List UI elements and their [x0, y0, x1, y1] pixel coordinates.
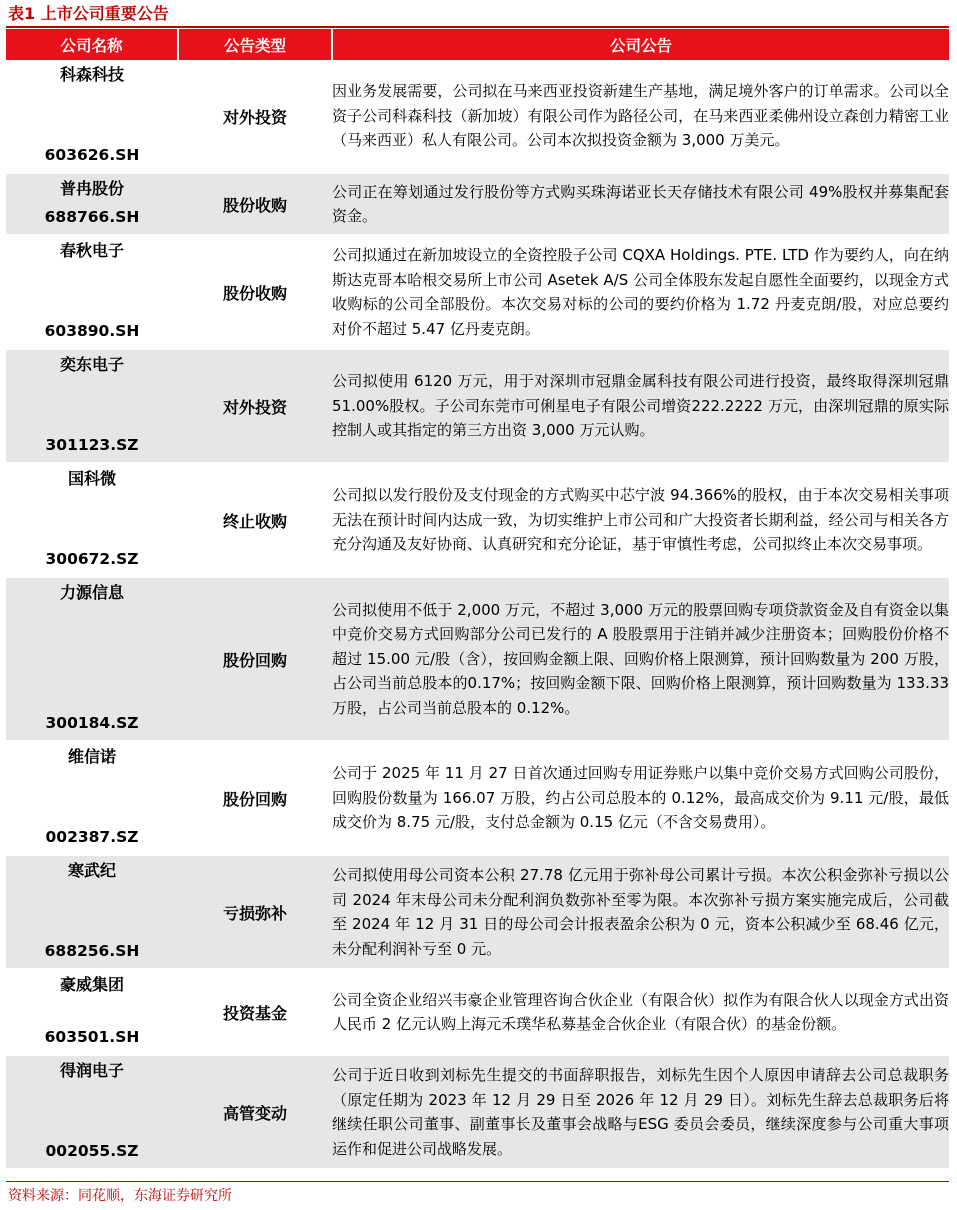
source-note: 资料来源：同花顺，东海证券研究所 [8, 1188, 232, 1204]
table-row [6, 173, 949, 235]
company-name: 维信诺 [67, 747, 116, 766]
header-company-name: 公司名称 [6, 29, 178, 60]
stock-code: 603890.SH [44, 322, 140, 340]
company-cell [6, 855, 178, 969]
company-name: 豪威集团 [59, 975, 124, 994]
company-cell [6, 349, 178, 463]
header-announcement-type: 公告类型 [178, 29, 332, 60]
announcement-text: 公司拟使用 6120 万元，用于对深圳市冠鼎金属科技有限公司进行投资，最终取得深圳冠鼎 51.00%股权。子公司东莞市可俐星电子有限公司增资222.2222 万元，由深圳冠鼎的原实际控制人或其指定的第三方出资 3,000 万元认购。 [332, 349, 949, 463]
table-row [6, 1055, 949, 1169]
table-row [6, 463, 949, 577]
announcement-type: 对外投资 [178, 60, 332, 173]
company-cell [6, 60, 178, 173]
announcement-text: 公司拟使用母公司资本公积 27.78 亿元用于弥补母公司累计亏损。本次公积金弥补亏损以公司 2024 年末母公司未分配利润负数弥补至零为限。本次弥补亏损方案实施完成后，公司截至 2024 年 12 月 31 日的母公司会计报表盈余公积为 0 元，资本公积减少至 68.46 亿元，未分配利润补亏至 0 元。 [332, 855, 949, 969]
announcement-text: 公司全资企业绍兴韦豪企业管理咨询合伙企业（有限合伙）拟作为有限合伙人以现金方式出资人民币 2 亿元认购上海元禾璞华私募基金合伙企业（有限合伙）的基金份额。 [332, 969, 949, 1055]
table-header-row [6, 29, 949, 60]
company-name: 寒武纪 [67, 861, 116, 880]
announcement-type: 股份收购 [178, 173, 332, 235]
announcement-type: 高管变动 [178, 1055, 332, 1169]
company-cell [6, 969, 178, 1055]
announcement-type: 对外投资 [178, 349, 332, 463]
table-row [6, 855, 949, 969]
stock-code: 603626.SH [44, 146, 140, 164]
caption-divider [6, 26, 949, 28]
stock-code: 603501.SH [44, 1028, 140, 1046]
stock-code: 002055.SZ [45, 1142, 139, 1160]
announcement-type: 终止收购 [178, 463, 332, 577]
announcements-table [6, 29, 949, 1170]
company-name: 春秋电子 [59, 241, 124, 260]
company-cell [6, 577, 178, 741]
stock-code: 688256.SH [44, 942, 140, 960]
company-cell [6, 463, 178, 577]
announcement-text: 公司于 2025 年 11 月 27 日首次通过回购专用证券账户以集中竞价交易方式回购公司股份，回购股份数量为 166.07 万股，约占公司总股本的 0.12%，最高成交价为 9.11 元/股，最低成交价为 8.75 元/股，支付总金额为 0.15 亿元（不含交易费用）。 [332, 741, 949, 855]
company-name: 得润电子 [59, 1061, 124, 1080]
stock-code: 300672.SZ [45, 550, 139, 568]
company-cell [6, 173, 178, 235]
table-row [6, 235, 949, 349]
source-divider [6, 1181, 949, 1182]
announcement-text: 公司拟以发行股份及支付现金的方式购买中芯宁波 94.366%的股权，由于本次交易相关事项无法在预计时间内达成一致，为切实维护上市公司和广大投资者长期利益，经公司与相关各方充分沟通及友好协商、认真研究和充分论证，基于审慎性考虑，公司拟终止本次交易事项。 [332, 463, 949, 577]
stock-code: 002387.SZ [45, 828, 139, 846]
stock-code: 300184.SZ [45, 714, 139, 732]
table-caption: 表1 上市公司重要公告 [8, 4, 169, 23]
company-cell [6, 235, 178, 349]
announcement-type: 股份回购 [178, 741, 332, 855]
announcement-type: 股份回购 [178, 577, 332, 741]
table-row [6, 969, 949, 1055]
company-cell [6, 741, 178, 855]
company-cell [6, 1055, 178, 1169]
announcement-type: 投资基金 [178, 969, 332, 1055]
announcement-text: 公司拟通过在新加坡设立的全资控股子公司 CQXA Holdings. PTE. LTD 作为要约人，向在纳斯达克哥本哈根交易所上市公司 Asetek A/S 公司全体股东发起自愿性全面要约，以现金方式收购标的公司全部股份。本次交易对标的公司的要约价格为 1.72 丹麦克朗/股，对应总要约对价不超过 5.47 亿丹麦克朗。 [332, 235, 949, 349]
table-row [6, 349, 949, 463]
announcement-type: 亏损弥补 [178, 855, 332, 969]
announcement-text: 因业务发展需要，公司拟在马来西亚投资新建生产基地，满足境外客户的订单需求。公司以全资子公司科森科技（新加坡）有限公司作为路径公司，在马来西亚柔佛州设立森创力精密工业（马来西亚）私人有限公司。公司本次拟投资金额为 3,000 万美元。 [332, 60, 949, 173]
company-name: 科森科技 [59, 65, 124, 84]
company-name: 国科微 [67, 469, 116, 488]
table-row [6, 60, 949, 173]
header-announcement-content: 公司公告 [332, 29, 949, 60]
announcement-text: 公司于近日收到刘标先生提交的书面辞职报告，刘标先生因个人原因申请辞去公司总裁职务（原定任期为 2023 年 12 月 29 日至 2026 年 12 月 29 日）。刘标先生辞去总裁职务后将继续任职公司董事、副董事长及董事会战略与ESG 委员会委员，继续深度参与公司重大事项运作和促进公司战略发展。 [332, 1055, 949, 1169]
company-name: 普冉股份 [59, 179, 124, 198]
announcement-text: 公司拟使用不低于 2,000 万元，不超过 3,000 万元的股票回购专项贷款资金及自有资金以集中竞价交易方式回购部分公司已发行的 A 股股票用于注销并减少注册资本；回购股份价格不超过 15.00 元/股（含），按回购金额上限、回购价格上限测算，预计回购数量为 200 万股，占公司当前总股本的0.17%；按回购金额下限、回购价格上限测算，预计回购数量为 133.33 万股，占公司当前总股本的 0.12%。 [332, 577, 949, 741]
table-row [6, 577, 949, 741]
stock-code: 301123.SZ [45, 436, 139, 454]
company-name: 奕东电子 [59, 355, 124, 374]
company-name: 力源信息 [59, 583, 124, 602]
stock-code: 688766.SH [44, 208, 140, 226]
table-row [6, 741, 949, 855]
announcement-type: 股份收购 [178, 235, 332, 349]
announcement-text: 公司正在筹划通过发行股份等方式购买珠海诺亚长天存储技术有限公司 49%股权并募集配套资金。 [332, 173, 949, 235]
